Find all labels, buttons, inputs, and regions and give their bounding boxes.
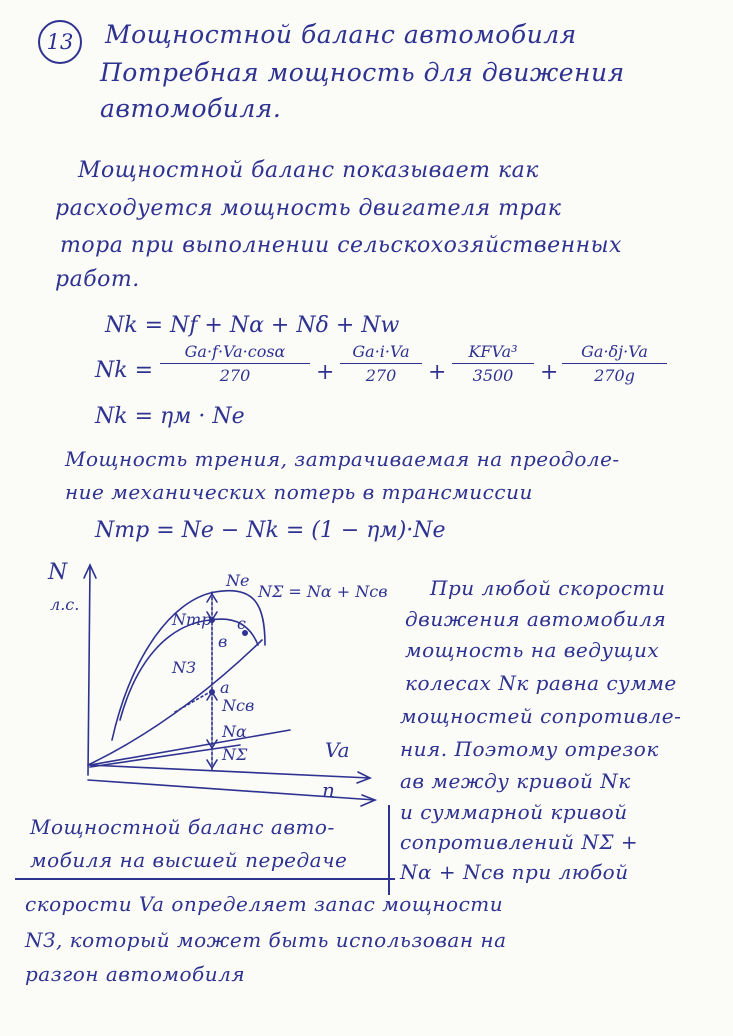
caption-line-2: мобиля на высшей передаче bbox=[30, 848, 348, 872]
y-axis bbox=[88, 565, 90, 775]
bottom-line-1: скорости Va определяет запас мощности bbox=[25, 892, 504, 916]
fraction-inertia-num: Ga·δj·Va bbox=[581, 342, 648, 361]
graph-label-b: в bbox=[218, 632, 228, 651]
fraction-air-num: KFVa³ bbox=[468, 342, 518, 361]
heading-line-3: автомобиля. bbox=[100, 94, 282, 123]
friction-line-1: Мощность трения, затрачиваемая на преодоле- bbox=[65, 447, 620, 471]
graph-label-ncw: Nсв bbox=[222, 696, 255, 715]
graph-x-label-va: Va bbox=[325, 738, 350, 762]
side-line-5: мощностей сопротивле- bbox=[400, 704, 682, 728]
side-line-8: и суммарной кривой bbox=[400, 800, 628, 824]
side-line-7: ав между кривой Nк bbox=[400, 769, 631, 793]
plus-sign: + bbox=[316, 360, 335, 385]
fraction-rolling-num: Ga·f·Va·cosα bbox=[184, 342, 286, 361]
x-axis-upper bbox=[88, 765, 370, 778]
graph-label-c: с bbox=[237, 614, 246, 633]
formula-power-sum: Nk = Nf + Nα + Nδ + Nw bbox=[105, 313, 400, 338]
graph-label-nsum: NΣ = Nα + Nсв bbox=[258, 582, 388, 601]
fraction-inertia-den: 270g bbox=[594, 366, 635, 385]
caption-underline bbox=[15, 878, 395, 880]
caption-divider bbox=[388, 805, 390, 895]
x-axis-lower-arrow bbox=[361, 795, 375, 806]
intro-line-3: тора при выполнении сельскохозяйственных bbox=[60, 233, 622, 258]
side-line-10: Nα + Nсв при любой bbox=[400, 860, 629, 884]
fraction-grade-num: Ga·i·Va bbox=[352, 342, 410, 361]
friction-line-2: ние механических потерь в трансмиссии bbox=[65, 480, 533, 504]
side-line-1: При любой скорости bbox=[430, 576, 666, 600]
intro-line-4: работ. bbox=[55, 267, 140, 292]
point-a bbox=[209, 689, 215, 695]
question-number-badge: 13 bbox=[38, 20, 82, 64]
caption-line-1: Мощностной баланс авто- bbox=[30, 815, 335, 839]
side-line-9: сопротивлений NΣ + bbox=[400, 830, 639, 854]
graph-label-nf: NΣ bbox=[222, 745, 248, 764]
side-line-3: мощность на ведущих bbox=[405, 638, 660, 662]
heading-line-1: Мощностной баланс автомобиля bbox=[105, 20, 577, 49]
intro-line-1: Мощностной баланс показывает как bbox=[78, 158, 539, 183]
side-line-2: движения автомобиля bbox=[405, 607, 667, 631]
graph-label-nz: NЗ bbox=[172, 658, 196, 677]
graph-label-ntr: Nтр bbox=[172, 610, 212, 629]
plus-sign: + bbox=[540, 360, 559, 385]
graph-x-label-n: n bbox=[322, 778, 335, 802]
fraction-grade-den: 270 bbox=[365, 366, 397, 385]
heading-line-2: Потребная мощность для движения bbox=[100, 58, 625, 87]
graph-label-ne: Ne bbox=[226, 571, 250, 590]
fraction-rolling-den: 270 bbox=[219, 366, 251, 385]
graph-label-nalpha: Nα bbox=[222, 722, 247, 741]
graph-label-a: а bbox=[220, 678, 230, 697]
formula-efficiency: Nk = ηм · Ne bbox=[95, 404, 245, 429]
plus-sign: + bbox=[428, 360, 447, 385]
bottom-line-2: NЗ, который может быть использован на bbox=[25, 928, 507, 952]
intro-line-2: расходуется мощность двигателя трак bbox=[55, 196, 562, 221]
line-nf bbox=[90, 745, 240, 767]
side-line-4: колесах Nк равна сумме bbox=[405, 671, 677, 695]
side-line-6: ния. Поэтому отрезок bbox=[400, 737, 659, 761]
graph-y-label: N bbox=[48, 560, 68, 585]
formula-expanded-left: Nk = bbox=[95, 358, 154, 383]
formula-friction: Nтр = Ne − Nk = (1 − ηм)·Ne bbox=[95, 518, 446, 543]
graph-y-unit: л.с. bbox=[50, 595, 80, 614]
bottom-line-3: разгон автомобиля bbox=[25, 962, 246, 986]
fraction-air-den: 3500 bbox=[472, 366, 514, 385]
